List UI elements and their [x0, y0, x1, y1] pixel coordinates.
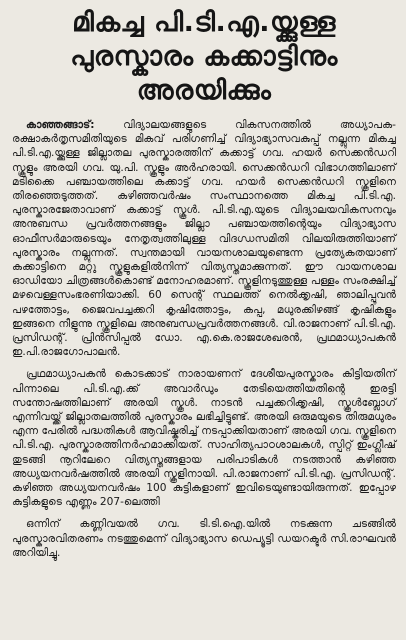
dateline: കാഞ്ഞങ്ങാട്:: [26, 119, 95, 131]
paragraph-1: [12, 118, 396, 359]
paragraph-1-text: വിദ്യാലയങ്ങളുടെ വികസനത്തിൽ അധ്യാപക-രക്ഷാകർതൃസമിതിയുടെ മികവ് പരിഗണിച്ച് വിദ്യാഭ്യാസവകുപ്പ് നല്ലുന്ന മികച്ച പി.ടി.എ.യ്ക്കുള്ള ജില്ലാതല പുരസ്കാരത്തിന് കക്കാട്ട് ഗവ. ഹയർ സെക്കൻഡറി സ്കൂളും അരയി ഗവ. യു.പി. സ്കൂളും അർഹരായി. സെക്കൻഡറി വിഭാഗത്തിലാണ് മടിക്കൈ പഞ്ചായത്തിലെ കക്കാട്ട് ഗവ. ഹയർ സെക്കൻഡറി സ്കൂളിനെ തിരഞ്ഞെടുത്തത്. കഴിഞ്ഞവർഷം സംസ്ഥാനത്തെ മികച്ച പി.ടി.എ. പുരസ്കാരജേതാവാണ് കക്കാട്ട് സ്കൂൾ. പി.ടി.എ.യുടെ വിദ്യാലയവികസനവും അനുബന്ധ പ്രവർത്തനങ്ങളും ജില്ലാ പഞ്ചായത്തിന്റെയും വിദ്യാഭ്യാസ ഓഫീസർമാരുടെയും നേതൃത്വത്തിലുള്ള വിദഗ്ധസമിതി വിലയിരുത്തിയാണ് പുരസ്കാരം നല്ലുന്നത്. സ്വന്തമായി വായനശാലയുണ്ടെന്ന പ്രത്യേകതയാണ് കക്കാട്ടിനെ മറ്റു സ്കൂളുകളിൽനിന്ന് വിത്യസ്തമാക്കുന്നത്. ഈ വായനശാല ഓഡിയോ ചിത്രങ്ങൾകൊണ്ട് മനോഹരമാണ്. സ്കൂളിനടുത്തുള്ള പള്ളം സംരക്ഷിച്ച് മഴവെള്ളസംഭരണിയാക്കി. 60 സെന്റ് സ്ഥലത്ത് നെൽക്കൃഷി, ഞാലിപ്പൂവൻ പഴത്തോട്ടം, ജൈവപച്ചക്കറി കൃഷിത്തോട്ടം, കപ്പ, മധുരക്കിഴങ്ങ് കൃഷികളും ഇങ്ങനെ നീളുന്നു സ്കൂളിലെ അനുബന്ധപ്രവർത്തനങ്ങൾ. വി.രാജനാണ് പി.ടി.എ. പ്രസിഡന്റ്. പ്രിൻസിപ്പൽ ഡോ. എ.കെ.രാജശേഖരൻ, പ്രഥമാധ്യാപകൻ ഇ.പി.രാജഗോപാലൻ.: [12, 119, 396, 359]
headline: [12, 6, 396, 108]
headline-line-3: അരയിക്കും: [136, 75, 272, 106]
article-body: [12, 118, 396, 560]
headline-line-1: മികച്ച പി.ടി.എ.യ്ക്കുള്ള: [72, 7, 336, 38]
paragraph-2: പ്രഥമാധ്യാപകൻ കൊടക്കാട് നാരായണന് ദേശീയപുരസ്കാരം കിട്ടിയതിന് പിന്നാലെ പി.ടി.എ.ക്ക് അവാർഡും തേടിയെത്തിയതിന്റെ ഇരട്ടി സന്തോഷത്തിലാണ് അരയി സ്കൂൾ. നാടൻ പച്ചക്കറിക്കൃഷി, സ്കൂൾബ്ലോഗ് എന്നിവയ്ക്ക് ജില്ലാതലത്തിൽ പുരസ്കാരം ലഭിച്ചിട്ടുണ്ട്. അരയി ഒരുമയുടെ തിരുമധുരം എന്ന പേരിൽ പദ്ധതികൾ ആവിഷ്കരിച്ച് നടപ്പാക്കിയതാണ് അരയി ഗവ. സ്കൂളിനെ പി.ടി.എ. പുരസ്കാരത്തിനർഹമാക്കിയത്. സാഹിത്യപാഠശാലകൾ, സ്പിറ്റ് ഇംഗ്ലീഷ് തുടങ്ങി നൂറിലേറെ വിത്യസ്തങ്ങളായ പരിപാടികൾ നടത്താൻ കഴിഞ്ഞ അധ്യയനവർഷത്തിൽ അരയി സ്കൂളിനായി. പി.രാജനാണ് പി.ടി.എ. പ്രസിഡന്റ്. കഴിഞ്ഞ അധ്യയനവർഷം 100 കുട്ടികളാണ് ഇവിടെയുണ്ടായിരുന്നത്. ഇപ്പോഴ കുട്ടികളുടെ എണ്ണം 207-ലെത്തി: [12, 368, 396, 509]
headline-line-2: പുരസ്കാരം കക്കാട്ടിനും: [70, 41, 338, 72]
paragraph-3: ഒന്നിന് കണ്ണിവയൽ ഗവ. ടി.ടി.ഐ.യിൽ നടക്കുന്ന ചടങ്ങിൽ പുരസ്കാരവിതരണം നടത്തുമെന്ന് വിദ്യാഭ്യാസ ഡെപ്യൂട്ടി ഡയറക്ടർ സി.രാഘവൻ അറിയിച്ചു.: [12, 518, 396, 559]
